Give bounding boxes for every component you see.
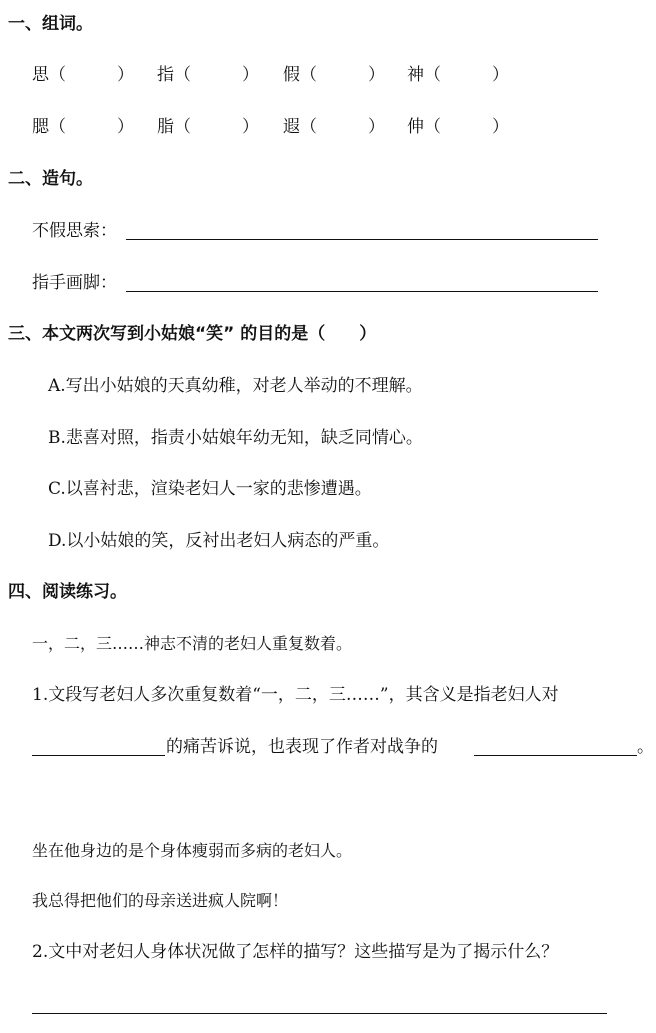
word-item-5: 腮（ ） xyxy=(32,117,134,137)
question-1-blank-1[interactable] xyxy=(32,755,165,756)
question-1-end-punct: 。 xyxy=(637,737,654,757)
section-1-title: 一、组词。 xyxy=(8,14,93,34)
option-d: D.以小姑娘的笑，反衬出老妇人病态的严重。 xyxy=(48,531,390,551)
option-b: B.悲喜对照，指责小姑娘年幼无知，缺乏同情心。 xyxy=(48,428,423,448)
reading-quote-3: 我总得把他们的母亲送进疯人院啊！ xyxy=(32,891,289,910)
option-a: A.写出小姑娘的天真幼稚，对老人举动的不理解。 xyxy=(48,376,423,396)
question-1-text: 1.文段写老妇人多次重复数着“一，二，三……”，其含义是指老妇人对 xyxy=(32,685,559,705)
word-item-2: 指（ ） xyxy=(157,65,259,85)
word-item-1: 思（ ） xyxy=(32,65,134,85)
section-4-title: 四、阅读练习。 xyxy=(8,582,127,602)
option-c: C.以喜衬悲，渲染老妇人一家的悲惨遭遇。 xyxy=(48,479,372,499)
question-2-answer-line[interactable] xyxy=(32,1013,607,1014)
sentence-item-2-label: 指手画脚： xyxy=(32,273,117,293)
word-item-4: 神（ ） xyxy=(407,65,509,85)
question-2-text: 2.文中对老妇人身体状况做了怎样的描写？这些描写是为了揭示什么？ xyxy=(32,942,559,962)
word-item-7: 遐（ ） xyxy=(283,117,385,137)
question-1-mid-text: 的痛苦诉说，也表现了作者对战争的 xyxy=(166,737,438,757)
section-3-title: 三、本文两次写到小姑娘“笑” 的目的是（ ） xyxy=(8,324,377,344)
word-item-8: 伸（ ） xyxy=(407,117,509,137)
word-item-6: 脂（ ） xyxy=(157,117,259,137)
reading-quote-2: 坐在他身边的是个身体瘦弱而多病的老妇人。 xyxy=(32,841,353,860)
answer-line-2[interactable] xyxy=(126,291,598,292)
reading-quote-1: 一，二，三……神志不清的老妇人重复数着。 xyxy=(32,634,353,653)
answer-line-1[interactable] xyxy=(126,239,598,240)
sentence-item-1-label: 不假思索： xyxy=(32,221,117,241)
section-2-title: 二、造句。 xyxy=(8,169,93,189)
word-item-3: 假（ ） xyxy=(283,65,385,85)
question-1-blank-2[interactable] xyxy=(474,755,637,756)
